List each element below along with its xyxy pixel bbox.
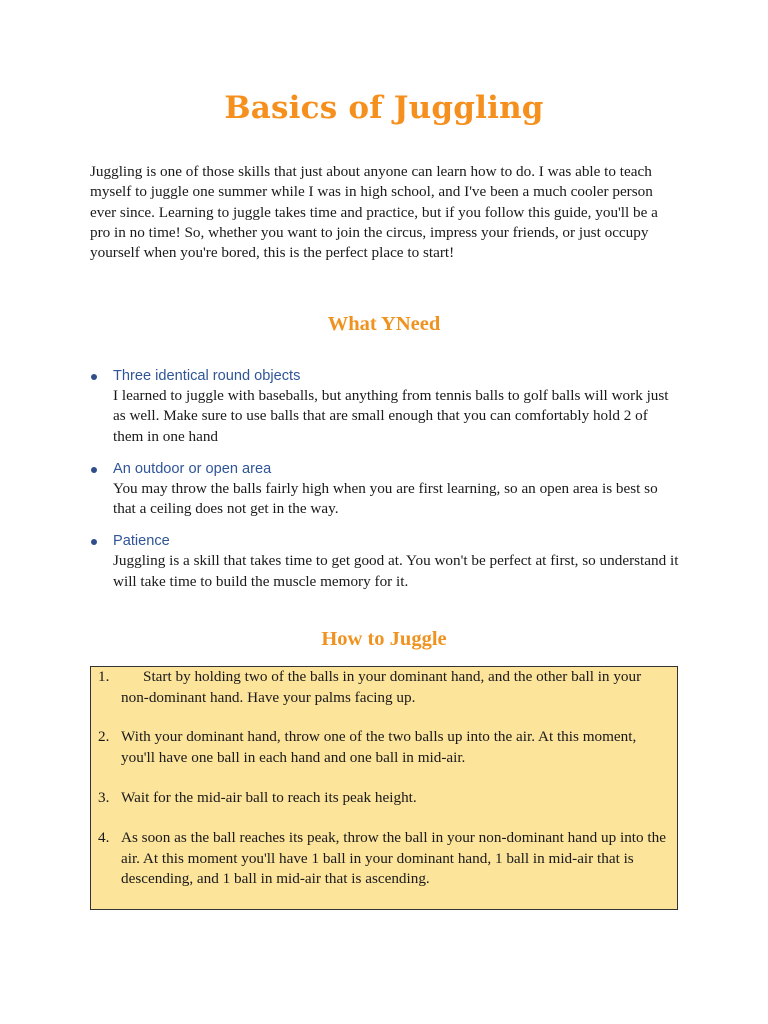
needs-item [90, 459, 680, 520]
page-title: Basics of Juggling [224, 90, 544, 126]
bullet-icon [91, 374, 97, 380]
needs-item [90, 531, 680, 592]
what-you-need-heading: What YNeed [327, 313, 441, 335]
needs-item-description: Juggling is a skill that takes time to get good at. You won't be perfect at first, so understand it will take time to build the muscle memory for it. [113, 552, 679, 590]
needs-item-label: Three identical round objects [113, 368, 301, 384]
step-text: Wait for the mid-air ball to reach its peak height. [121, 789, 417, 806]
step-number: 2. [98, 728, 110, 745]
step-text: As soon as the ball reaches its peak, throw the ball in your non-dominant hand up into the air. At this moment you'll have 1 ball in your dominant hand, 1 ball in mid-air that is descending, and 1 ball in mid-air that is ascending. [121, 829, 666, 887]
intro-paragraph: Juggling is one of those skills that just about anyone can learn how to do. I was able to teach myself to juggle one summer while I was in high school, and I've been a much cooler person ever since. Learning to juggle takes time and practice, but if you follow this guide, you'll be a pro in no time! So, whether you want to join the circus, impress your friends, or just occupy yourself when you're bored, this is the perfect place to start! [90, 163, 658, 262]
needs-list [90, 366, 680, 604]
step-number: 4. [98, 829, 110, 846]
step-text: Start by holding two of the balls in your dominant hand, and the other ball in your non-dominant hand. Have your palms facing up. [121, 668, 642, 706]
how-to-juggle-heading: How to Juggle [321, 628, 447, 650]
step-number: 1. [98, 668, 110, 685]
bullet-icon [91, 467, 97, 473]
needs-item-description: You may throw the balls fairly high when you are first learning, so an open area is best so that a ceiling does not get in the way. [113, 479, 658, 518]
step-number: 3. [98, 789, 110, 806]
step-text: With your dominant hand, throw one of the two balls up into the air. At this moment, you'll have one ball in each hand and one ball in mid-air. [121, 728, 637, 766]
needs-item [90, 366, 680, 447]
steps-box [90, 666, 678, 910]
bullet-icon [91, 539, 97, 545]
needs-item-label: An outdoor or open area [113, 460, 272, 477]
needs-item-description: I learned to juggle with baseballs, but anything from tennis balls to golf balls will work just as well. Make sure to use balls that are small enough that you can comfortably hold 2 of them in one hand [113, 387, 669, 445]
needs-item-label: Patience [113, 533, 170, 550]
